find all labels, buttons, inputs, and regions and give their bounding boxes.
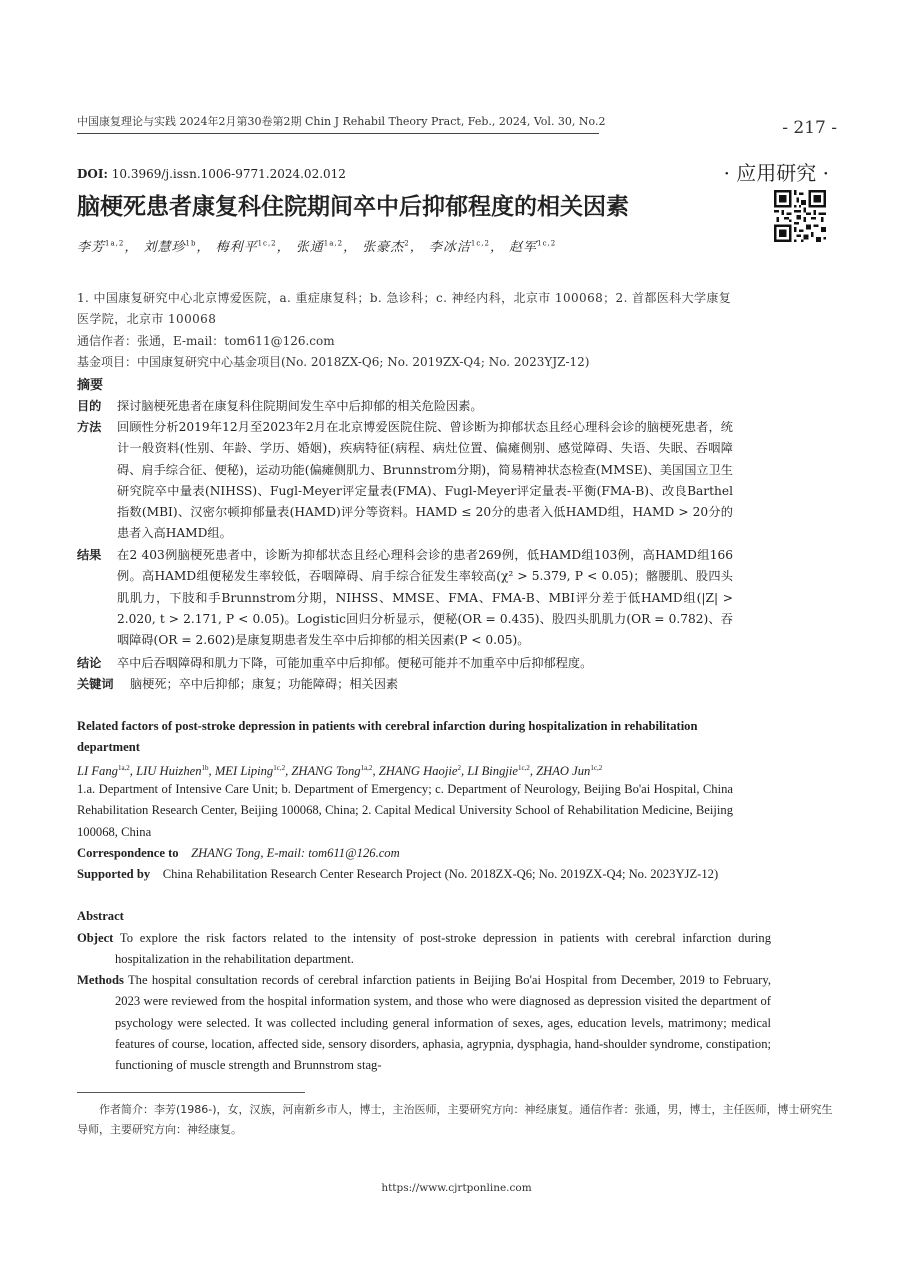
- author: 李冰洁: [428, 240, 471, 255]
- keywords-text: 脑梗死；卒中后抑郁；康复；功能障碍；相关因素: [130, 677, 399, 691]
- abstract-results-cn: [77, 545, 733, 651]
- article-title: 脑梗死患者康复科住院期间卒中后抑郁程度的相关因素: [77, 194, 629, 220]
- section-label: 结论: [77, 656, 102, 670]
- english-correspondence: [77, 843, 733, 864]
- section-text: 回顾性分析2019年12月至2023年2月在北京博爱医院住院、曾诊断为抑郁状态且经心理科会诊的脑梗死患者，统计一般资料(性别、年龄、学历、婚姻)，疾病特征(病程、病灶位置、偏瘫侧别、感觉障碍、失语、失眠、吞咽障碍、肩手综合征、便秘)，运动功能(偏瘫侧肌力、Brunnstrom分期)，简易精神状态检查(MMSE)、美国国立卫生研究院卒中量表(NIHSS)、Fugl-Meyer评定量表(FMA)、Fugl-Meyer评定量表-平衡(FMA-B)、改良Barthel指数(MBI)、汉密尔顿抑郁量表(HAMD)评分等资料。HAMD ≤ 20分的患者入低HAMD组，HAMD > 20分的患者入高HAMD组。: [117, 420, 733, 541]
- abstract-objective-cn: [77, 396, 733, 417]
- methods-text: The hospital consultation records of cerebral infarction patients in Beijing Bo'ai Hospital from December, 2019 to February, 2023 were reviewed from the hospital information system, and those who were diagnosed as depression visited the department of psychology were selected. It was collected including general information of sexes, ages, education levels, matrimony; medical features of course, location, affected side, sensory disorders, aphasia, agrypnia, dysphagia, hand-shoulder syndrome, constipation; functioning of muscle strength and Brunnstrom stag-: [115, 973, 771, 1073]
- abstract-heading-cn: 摘要: [77, 378, 104, 393]
- abstract-methods-cn: [77, 417, 733, 545]
- header-rule: [77, 133, 599, 134]
- correspondence-cn: 通信作者：张通，E-mail：tom611@126.com: [77, 334, 335, 348]
- keywords-cn: [77, 674, 733, 695]
- english-affiliation: 1.a. Department of Intensive Care Unit; b. Department of Emergency; c. Department of Neurology, Beijing Bo'ai Hospital, China Rehabilitation Research Center, Beijing 100068, China; 2. Capital Medical University School of Rehabilitation Medicine, Beijing 100068, China: [77, 782, 733, 839]
- methods-label: Methods: [77, 973, 124, 987]
- author: 刘慧珍: [143, 240, 186, 255]
- running-header: 中国康复理论与实践 2024年2月第30卷第2期 Chin J Rehabil Theory Pract, Feb., 2024, Vol. 30, No.2: [77, 115, 606, 128]
- affiliation-cn: 1. 中国康复研究中心北京博爱医院，a. 重症康复科；b. 急诊科；c. 神经内科，北京市 100068；2. 首都医科大学康复医学院，北京市 100068: [77, 291, 732, 326]
- author: 梅利平: [215, 240, 258, 255]
- qr-code-icon[interactable]: [774, 190, 826, 242]
- english-authors: LI Fang$^{1a,2}$, LIU Huizhen$^{1b}$, MEI Liping$^{1c,2}$, ZHANG Tong$^{1a,2}$, ZHANG Haojie$^2$, LI Bingjie$^{1c,2}$, ZHAO Jun$^{1c,2}$: [77, 764, 603, 779]
- section-label: · 应用研究 ·: [723, 161, 829, 185]
- author: 张豪杰: [362, 240, 405, 255]
- english-funding: [77, 864, 733, 885]
- correspondence-text: ZHANG Tong, E-mail: tom611@126.com: [191, 846, 400, 860]
- funding-label: Supported by: [77, 867, 151, 881]
- funding-cn: 基金项目：中国康复研究中心基金项目(No. 2018ZX-Q6; No. 2019ZX-Q4; No. 2023YJZ-12): [77, 355, 590, 369]
- english-abstract-heading: Abstract: [77, 909, 124, 923]
- object-text: To explore the risk factors related to the intensity of post-stroke depression in patients with cerebral infarction during hospitalization in the rehabilitation department.: [115, 931, 771, 967]
- english-methods: [77, 970, 771, 1076]
- english-object: [77, 928, 771, 971]
- page-number: - 217 -: [782, 118, 837, 138]
- doi-label: DOI:: [77, 167, 108, 181]
- section-label: 方法: [77, 420, 102, 434]
- authors-cn: 李芳$^{1a,2}$， 刘慧珍$^{1b}$， 梅利平$^{1c,2}$， 张通$^{1a,2}$， 张豪杰$^2$， 李冰洁$^{1c,2}$， 赵军$^{1c,2}$: [77, 239, 557, 255]
- doi-line: [77, 167, 346, 181]
- author: 张通: [295, 240, 324, 255]
- english-title: Related factors of post-stroke depression in patients with cerebral infarction during hospitalization in rehabilitation department: [77, 719, 698, 755]
- object-label: Object: [77, 931, 114, 945]
- correspondence-label: Correspondence to: [77, 846, 179, 860]
- abstract-conclusion-cn: [77, 653, 733, 674]
- section-text: 探讨脑梗死患者在康复科住院期间发生卒中后抑郁的相关危险因素。: [117, 399, 483, 413]
- funding-text: China Rehabilitation Research Center Research Project (No. 2018ZX-Q6; No. 2019ZX-Q4; No. 2023YJZ-12): [162, 867, 719, 881]
- author: 赵军: [509, 240, 538, 255]
- doi-value[interactable]: 10.3969/j.issn.1006-9771.2024.02.012: [111, 167, 346, 181]
- section-text: 在2 403例脑梗死患者中，诊断为抑郁状态且经心理科会诊的患者269例，低HAMD组103例，高HAMD组166例。高HAMD组便秘发生率较低，吞咽障碍、肩手综合征发生率较高(χ² > 5.379, P < 0.05)；髂腰肌、股四头肌肌力，下肢和手Brunnstrom分期，NIHSS、MMSE、FMA、FMA-B、MBI评分差于低HAMD组(|Z| > 2.020, t > 2.171, P < 0.05)。Logistic回归分析显示，便秘(OR = 0.435)、股四头肌肌力(OR = 0.782)、吞咽障碍(OR = 2.602)是康复期患者发生卒中后抑郁的相关因素(P < 0.05)。: [117, 548, 733, 648]
- footer-url[interactable]: https://www.cjrtponline.com: [381, 1182, 532, 1194]
- footnote-rule: [77, 1092, 305, 1093]
- author: 李芳: [77, 240, 106, 255]
- section-label: 结果: [77, 548, 102, 562]
- section-label: 目的: [77, 399, 102, 413]
- author-footnote: 作者简介：李芳(1986-)，女，汉族，河南新乡市人，博士，主治医师，主要研究方向：神经康复。通信作者：张通，男，博士，主任医师，博士研究生导师，主要研究方向：神经康复。: [77, 1103, 833, 1136]
- keywords-label: 关键词: [77, 677, 114, 691]
- section-text: 卒中后吞咽障碍和肌力下降，可能加重卒中后抑郁。便秘可能并不加重卒中后抑郁程度。: [117, 656, 593, 670]
